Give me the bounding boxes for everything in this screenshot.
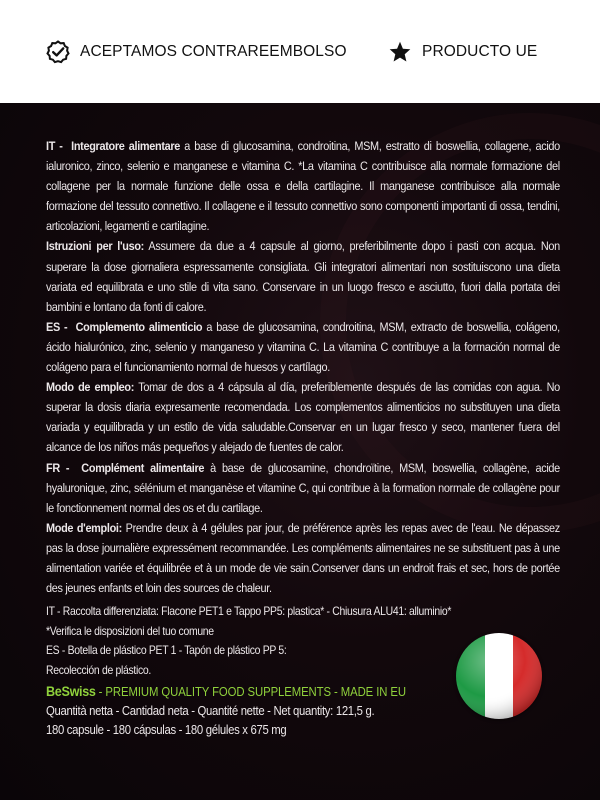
product-label-panel bbox=[0, 103, 600, 800]
brand-name: BeSwiss bbox=[46, 682, 96, 699]
fr-usage bbox=[46, 518, 560, 598]
it-title: Integratore alimentare bbox=[71, 139, 181, 153]
es-recycling-line: ES - Botella de plástico PET 1 - Tapón de plástico PP 5: bbox=[46, 644, 287, 658]
fr-usage-title: Mode d'emploi: bbox=[46, 520, 122, 535]
fr-tag: FR - bbox=[46, 460, 70, 475]
es-tag: ES - bbox=[46, 319, 68, 334]
it-usage bbox=[46, 236, 560, 316]
it-tag: IT - bbox=[46, 139, 63, 153]
net-quantity: Quantità netta - Cantidad neta - Quantité nette - Net quantity: 121,5 g. bbox=[46, 703, 375, 718]
it-usage-body: Assumere da due a 4 capsule al giorno, preferibilmente dopo i pasti con acqua. Non superare la dose giornaliera espressamente consigliata. Gli integratori alimentari non sostituiscono una dieta variata ed equilibrata e uno stile di vita sano. Conservare in un luogo fresco e asciutto, fuori dalla portata dei bambini e lontano da fonti di calore. bbox=[46, 239, 560, 314]
es-description bbox=[46, 317, 560, 377]
it-usage-title: Istruzioni per l'uso: bbox=[46, 239, 144, 254]
top-banner bbox=[0, 0, 600, 103]
it-body: a base di glucosamina, condroitina, MSM, estratto di boswellia, collagene, acido ialuronico, zinco, selenio e manganese e vitamina C. *La vitamina C contribuisce alla normale formazione del collagene per la normale funzione delle ossa e della cartilagine. Il manganese contribuisce alla normale formazione del tessuto connettivo. Il collagene e il tessuto connettivo sono componenti importanti di ossa, tendini, articolazioni, legamenti e cartilagine. bbox=[46, 139, 560, 234]
star-icon bbox=[388, 40, 412, 64]
it-recycling-line: IT - Raccolta differenziata: Flacone PET1 e Tappo PP5: plastica* - Chiusura ALU41: alluminio* bbox=[46, 605, 452, 619]
eu-product-badge bbox=[388, 39, 537, 65]
it-recycling-note: *Verifica le disposizioni del tuo comune bbox=[46, 624, 214, 638]
es-usage bbox=[46, 377, 560, 457]
eu-product-label: PRODUCTO UE bbox=[422, 43, 538, 60]
cash-on-delivery-label: ACEPTAMOS CONTRAREEMBOLSO bbox=[80, 43, 347, 60]
cash-on-delivery-badge bbox=[46, 39, 347, 65]
fr-usage-body: Prendre deux à 4 gélules par jour, de préférence après les repas avec de l'eau. Ne dépassez pas la dose journalière expressément recommandée. Les compléments alimentaires ne se substituent pas à une alimentation variée et équilibrée et à un mode de vie sain.Conserver dans un endroit frais et sec, hors de portée des jeunes enfants et loin des sources de chaleur. bbox=[46, 520, 560, 596]
es-usage-title: Modo de empleo: bbox=[46, 380, 135, 395]
fr-body: à base de glucosamine, chondroïtine, MSM, boswellia, collagène, acide hyaluronique, zinc, sélénium et manganèse et vitamine C, qui contribue à la formation normale de collagène pour le fonctionnement normal des os et du cartilage. bbox=[46, 460, 560, 515]
fr-description bbox=[46, 458, 560, 518]
it-description bbox=[46, 136, 560, 236]
capsule-count: 180 capsule - 180 cápsulas - 180 gélules x 675 mg bbox=[46, 722, 287, 737]
es-usage-body: Tomar de dos a 4 cápsula al día, preferiblemente después de las comidas con agua. No superar la dosis diaria expresamente recomendada. Los complementos alimenticios no substituyen una dieta variada y equilibrada y un estilo de vida saludable.Conservar en un lugar fresco y seco, mantener fuera del alcance de los niños más pequeños y alejado de fuentes de calor. bbox=[46, 380, 560, 455]
label-text bbox=[46, 136, 560, 740]
check-badge-icon bbox=[46, 40, 70, 64]
es-recycling-note: Recolección de plástico. bbox=[46, 663, 151, 677]
fr-title: Complément alimentaire bbox=[81, 460, 205, 475]
es-body: a base de glucosamina, condroitina, MSM, extracto de boswellia, colágeno, ácido hialurónico, zinc, selenio y manganeso y vitamina C. La vitamina C contribuye a la formación normal de colágeno para el funcionamiento normal de huesos y cartílago. bbox=[46, 319, 560, 375]
es-title: Complemento alimenticio bbox=[75, 319, 203, 334]
brand-tagline: - PREMIUM QUALITY FOOD SUPPLEMENTS - MADE IN EU bbox=[95, 684, 406, 699]
italy-flag-icon bbox=[456, 633, 542, 719]
